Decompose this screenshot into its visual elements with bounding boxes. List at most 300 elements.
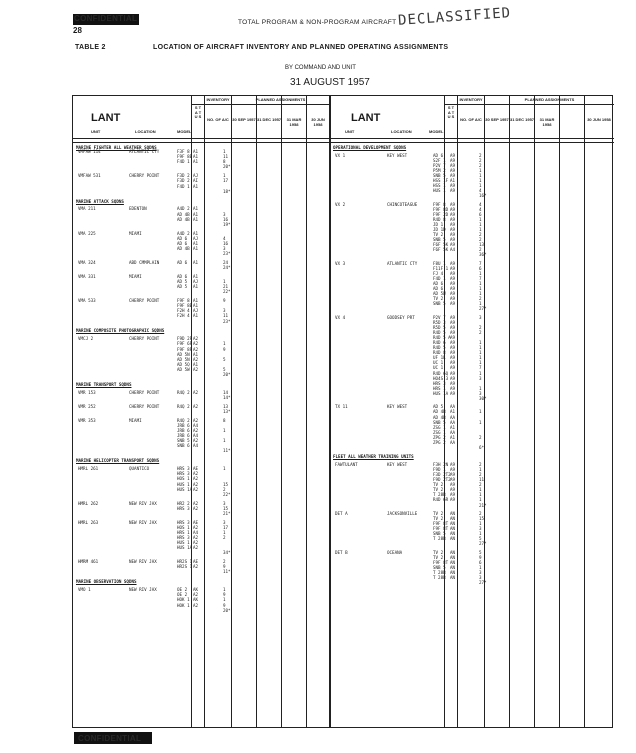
col-p1-left: 30 SEP 1957 [232,117,256,122]
cell-model: F4D 1 [177,159,190,165]
cell-loc: NEW RIV JAX [129,587,157,593]
cell-loc: EDENTON [129,206,147,212]
cell-st: AA [450,419,456,425]
cell-no: 1 [479,385,482,391]
cell-st: A2 [193,564,199,570]
cell-st: A9 [450,216,456,222]
section-heading: OPERATIONAL DEVELOPMENT SQDNS [333,145,407,150]
cell-no: 1 [223,466,226,472]
cell-st: AJ [193,235,199,241]
cell-no: 27* [479,541,487,547]
cell-st: A9 [450,265,456,271]
cell-st: A9 [450,345,456,351]
cell-st: A9 [450,167,456,173]
cell-st: A9 [450,497,456,503]
cell-unit: VMR 153 [78,389,96,395]
cell-model: R4D 5 A [433,335,451,341]
cell-no: 2 [479,296,482,302]
cell-loc: MIAMI [129,417,142,423]
cell-st: A9 [450,162,456,168]
cell-no: 1 [479,409,482,415]
cell-model: UC 1 [433,365,444,371]
cell-model: AD 5Q [177,361,190,367]
cell-model: F9D 2T2 [433,477,451,483]
cell-no: 15 [223,481,229,487]
section-heading: MARINE TRANSPORT SQDNS [76,381,132,387]
cell-loc: CHERRY POINT [129,298,160,304]
cell-st: A9 [450,385,456,391]
cell-model: R4Q 2 [177,389,190,395]
cell-st: A9 [450,467,456,473]
cell-st: A9 [450,375,456,381]
cell-model: AD 6 [433,152,444,158]
cell-st: A1 [450,177,456,183]
cell-no: 16* [479,193,487,199]
cell-model: SNB 5 [433,565,446,571]
cell-model: F9F 2D [433,211,449,217]
cell-model: F9F 8T [433,560,449,566]
cell-no: 1 [479,286,482,292]
cell-st: A9 [450,237,456,243]
cell-st: AE [193,559,199,565]
cell-st: A9 [450,286,456,292]
cell-no: 1 [479,565,482,571]
cell-model: AD 6 [433,286,444,292]
cell-st: A9 [450,211,456,217]
cell-model: ZPG 2 [433,439,446,445]
classification-top: CONFIDENTIAL [74,14,138,23]
cell-no: 1 [479,177,482,183]
cell-st: A2 [193,535,199,540]
cell-no: 18* [223,188,231,194]
cell-st: AN [450,531,456,537]
cell-st: A9 [450,157,456,163]
cell-no: 1 [479,340,482,346]
cell-st: A2 [193,346,199,352]
section-heading: MARINE HELICOPTER TRANSPORT SQDNS [76,458,160,464]
cell-unit: VMA 324 [78,259,96,265]
cell-no: 1 [479,355,482,361]
cell-no: 15 [223,505,229,511]
cell-st: AE [193,519,199,525]
cell-no: 16 [223,240,229,246]
command-label-right: LANT [351,112,381,124]
cell-no: 2 [223,559,226,565]
cell-no: 5 [479,550,482,556]
cell-model: F9F 8T [433,521,449,527]
cell-model: HUS 1 [177,540,190,546]
cell-no: 20* [223,372,231,377]
cell-st: A9 [450,242,456,248]
cell-loc: MIAMI [129,230,142,236]
cell-loc: KEY WEST [387,462,408,468]
cell-no: 13 [223,403,229,409]
cell-loc: KEY WEST [387,404,408,410]
cell-unit: VMA 225 [78,230,96,236]
cell-no: 9 [223,298,226,304]
cell-no: 2 [479,462,482,468]
cell-model: HRS 3 [177,505,190,511]
cell-st: A1 [450,424,456,430]
cell-no: 13* [223,408,231,414]
cell-loc: NEW RIV JAX [129,559,157,565]
cell-no: 9 [479,555,482,561]
cell-no: 1 [479,497,482,503]
cell-st: A9 [450,182,456,188]
cell-no: 8 [223,417,226,423]
cell-st: AN [450,570,456,576]
cell-st: A1 [193,206,199,212]
cell-st: A1 [450,409,456,415]
cell-unit: VMO 1 [78,587,91,593]
cell-st: A9 [450,260,456,266]
cell-no: 1 [479,281,482,287]
cell-st: A4 [450,247,456,253]
cell-model: F3D 2T2 [433,472,451,478]
cell-model: F9F 8D [433,206,449,212]
cell-no: 1 [479,172,482,178]
cell-unit: HMRM 461 [78,559,99,565]
cell-no: 6 [479,211,482,217]
cell-model: TV 2 [433,550,444,556]
cell-model: AD 5 [177,284,188,290]
cell-model: OE 2 [177,587,188,593]
cell-st: A9 [450,355,456,361]
col-planned-right: PLANNED ASSIGNMENTS [524,97,575,102]
cell-st: AK [193,597,199,603]
cell-model: HRS 1 [433,385,446,391]
table-title: LOCATION OF AIRCRAFT INVENTORY AND PLANNED OPERATING ASSIGNMENTS [153,44,449,51]
cell-no: 1 [479,345,482,351]
cell-st: A9 [450,487,456,493]
cell-no: 2 [479,511,482,517]
col-status-right: S T A T U S [447,105,455,120]
cell-no: 34* [223,550,231,556]
cell-model: T 28B [433,570,446,576]
cell-model: ZSG 1 [433,429,446,435]
cell-model: R5D 5 [433,325,446,331]
cell-no: 2 [223,535,226,540]
cell-model: F9F 8B [177,303,193,309]
cell-st: A9 [450,365,456,371]
cell-no: 1 [223,597,226,603]
cell-no: 5 [223,356,226,362]
section-heading: MARINE OBSERVATION SQDNS [76,579,137,585]
cell-no: 27* [479,580,487,586]
cell-st: A2 [193,602,199,608]
col-inventory-right: INVENTORY [459,97,483,102]
cell-unit: VMR 252 [78,403,96,409]
cell-no: 21* [223,510,231,516]
cell-model: R4D 8 [433,216,446,222]
cell-st: A9 [450,350,456,356]
cell-model: T 28B [433,492,446,498]
left-table-body [73,145,329,725]
cell-st: A2 [193,476,199,482]
cell-st: A9 [450,232,456,237]
cell-model: JD 1 [433,221,444,227]
cell-no: 20* [223,164,231,170]
cell-model: F3D 2 [177,178,190,184]
cell-model: F3D 2 [177,173,190,179]
section-heading: MARINE COMPOSITE PHOTOGRAPHIC SQDNS [76,328,165,334]
cell-loc: CHERRY POINT [129,389,160,395]
cell-model: TV 2 [433,516,444,522]
cell-no: 1 [223,341,226,347]
cell-st: A1 [193,154,199,160]
cell-st: A4 [193,529,199,535]
cell-no: 1 [223,173,226,179]
cell-st: A1 [193,230,199,236]
cell-no: 3 [479,314,482,320]
cell-unit: VX 3 [335,260,346,266]
cell-model: AD 5W [433,291,446,297]
cell-no: 17 [223,178,229,184]
cell-st: A1 [193,351,199,357]
cell-st: A9 [450,221,456,227]
col-location-right: LOCATION [391,129,412,134]
cell-st: A9 [450,201,456,207]
cell-no: 1 [479,531,482,537]
cell-st: AA [450,414,456,420]
cell-model: F8U 1 [433,260,446,266]
cell-unit: DET A [335,511,348,517]
cell-model: AD 4B [177,211,190,217]
cell-unit: FAWTULANT [335,462,358,468]
cell-st: A9 [450,281,456,287]
cell-model: T 28B [433,536,446,542]
cell-no: 2 [479,330,482,336]
cell-model: P2V 7 [433,314,446,320]
cell-no: 3 [223,500,226,506]
cell-model: AD 6 [177,240,188,246]
cell-no: 9 [223,592,226,598]
page-number: 28 [73,26,82,35]
cell-no: 14* [223,394,231,400]
cell-no: 3 [479,375,482,381]
cell-st: A9 [450,335,456,341]
inventory-table [72,95,613,728]
cell-st: A9 [450,482,456,488]
cell-st: A4 [193,422,199,428]
cell-no: 7 [479,276,482,281]
cell-st: A1 [193,313,199,319]
cell-st: A2 [193,505,199,511]
cell-no: 6* [479,444,485,450]
cell-no: 17 [223,524,229,530]
cell-st: A1 [193,361,199,367]
cell-no: 11* [223,569,231,575]
cell-no: 23* [223,318,231,324]
cell-st: A1 [193,159,199,165]
cell-unit: VMFAW 114 [78,149,101,155]
cell-st: A2 [193,471,199,477]
cell-st: A2 [193,336,199,342]
cell-model: FJ 4 [433,270,444,276]
cell-no: 1 [479,350,482,356]
cell-st: A2 [193,417,199,423]
cell-unit: TX 11 [335,404,348,410]
cell-model: UF 1L [433,355,446,361]
cell-loc: QUANTICO [129,466,150,472]
cell-model: F3H 2N [433,462,449,468]
cell-no: 4 [479,188,482,193]
cell-st: A1 [193,259,199,265]
cell-model: F9F 8 [177,298,190,304]
cell-no: 9 [223,602,226,608]
cell-model: R4D 6R [433,497,449,503]
cell-model: AD 4B [433,409,446,415]
cell-model: JRB 6 [177,428,190,433]
cell-no: 1 [223,587,226,593]
cell-no: 3 [223,211,226,217]
cell-loc: KEY WEST [387,152,408,158]
cell-loc: ATLANTIC CTY [387,260,418,266]
cell-no: 3 [223,519,226,525]
cell-no: 11 [479,477,485,483]
cell-model: F4D 1 [433,276,446,281]
cell-st: AN [450,560,456,566]
cell-st: AN [450,565,456,571]
cell-model: HRS 3 [177,466,190,472]
cell-st: AK [193,587,199,593]
cell-model: R4D 5 [433,330,446,336]
cell-no: 20* [223,607,231,613]
command-label-left: LANT [91,112,121,124]
right-table-body [330,145,614,725]
cell-no: 3 [479,570,482,576]
cell-no: 13 [479,242,485,248]
cell-st: A9 [450,172,456,178]
cell-no: 1 [479,492,482,498]
cell-no: 1 [479,487,482,493]
cell-model: F9D 2P [177,336,193,342]
cell-model: HR2 2 [177,500,190,506]
section-heading: FLEET ALL WEATHER TRAINING UNITS [333,454,414,460]
cell-no: 1 [479,167,482,173]
cell-st: A4 [193,433,199,439]
cell-no: 36* [479,252,487,258]
cell-loc: ATLANTIC CTY [129,149,160,155]
cell-no: 23* [223,251,231,256]
cell-model: HOS 1 [177,476,190,482]
declassified-stamp: DECLASSIFIED [397,5,512,29]
cell-no: 2 [479,482,482,488]
cell-no: 2 [223,486,226,492]
cell-no: 1 [223,279,226,284]
cell-st: A2 [193,366,199,372]
cell-model: HUS 1A [177,545,193,551]
cell-st: A1 [193,149,199,155]
cell-no: 21 [223,284,229,290]
cell-st: AJ [193,308,199,314]
cell-st: A2 [193,341,199,347]
cell-model: F9F 6P [177,341,193,347]
cell-model: SNB 5 [177,438,190,444]
cell-model: F9F 8T [433,526,449,532]
cell-no: 5 [479,536,482,542]
cell-st: A9 [450,301,456,307]
cell-model: F9F 8 [433,201,446,207]
cell-st: A1 [450,434,456,440]
cell-no: 22* [223,491,231,497]
cell-st: AJ [193,279,199,284]
cell-st: A9 [450,330,456,336]
cell-no: 1 [479,370,482,376]
cell-model: TV 2 [433,555,444,561]
col-p4-right: 30 JUN 1958 [587,117,611,122]
cell-model: SNB 5 [433,172,446,178]
cell-st: A9 [450,206,456,212]
cell-loc: JACKSONVILLE [387,511,418,517]
cell-no: 9 [223,346,226,352]
cell-no: 2 [479,237,482,243]
cell-st: A1 [193,240,199,246]
col-p1-right: 30 SEP 1957 [485,117,509,122]
cell-model: S2F 1 [433,157,446,163]
col-inventory-left: INVENTORY [206,97,230,102]
cell-st: A2 [193,389,199,395]
cell-no: 24* [223,265,231,270]
table-label: TABLE 2 [75,44,106,51]
col-p4-left: 30 JUN 1958 [311,117,325,127]
cell-st: A2 [193,592,199,598]
cell-st: A1 [193,211,199,217]
cell-no: 7 [479,260,482,266]
cell-no: 5 [223,366,226,372]
cell-no: 16 [223,216,229,222]
cell-no: 1 [479,521,482,527]
cell-no: 2 [479,247,482,253]
program-title: TOTAL PROGRAM & NON-PROGRAM AIRCRAFT [238,19,397,26]
cell-no: 3 [223,245,226,251]
cell-st: AA [450,404,456,410]
cell-st: AN [450,526,456,532]
cell-no: 1 [479,301,482,307]
cell-model: HOK 1 [177,602,190,608]
cell-st: A2 [193,500,199,506]
classification-bottom: CONFIDENTIAL [78,734,142,743]
cell-model: F2H 4 [177,313,190,319]
cell-st: AN [450,555,456,561]
cell-unit: VMR 353 [78,417,96,423]
cell-no: 1 [223,529,226,535]
col-unit-right: UNIT [345,129,355,134]
cell-st: A1 [193,273,199,279]
cell-model: TV 2 [433,232,444,237]
cell-unit: DET B [335,550,348,556]
cell-no: 1 [223,149,226,155]
cell-st: A9 [450,226,456,232]
cell-model: SNB 6 [177,443,190,449]
cell-st: A9 [450,477,456,483]
cell-model: OE 2 [177,592,188,598]
col-unit-left: UNIT [91,129,101,134]
cell-model: UC 1 [433,360,444,366]
cell-model: A4D 2 [177,230,190,236]
cell-model: F9F 8B [177,154,193,160]
cell-loc: CHERRY POINT [129,403,160,409]
cell-model: HOK 1 [177,597,190,603]
cell-st: A9 [450,291,456,297]
cell-st: AN [450,516,456,522]
cell-model: JRB 6 [177,433,190,439]
cell-st: A2 [193,481,199,487]
cell-no: 3 [479,575,482,581]
cell-model: AD 5 [433,404,444,410]
cell-st: A2 [193,356,199,362]
report-date: 31 AUGUST 1957 [290,77,370,88]
